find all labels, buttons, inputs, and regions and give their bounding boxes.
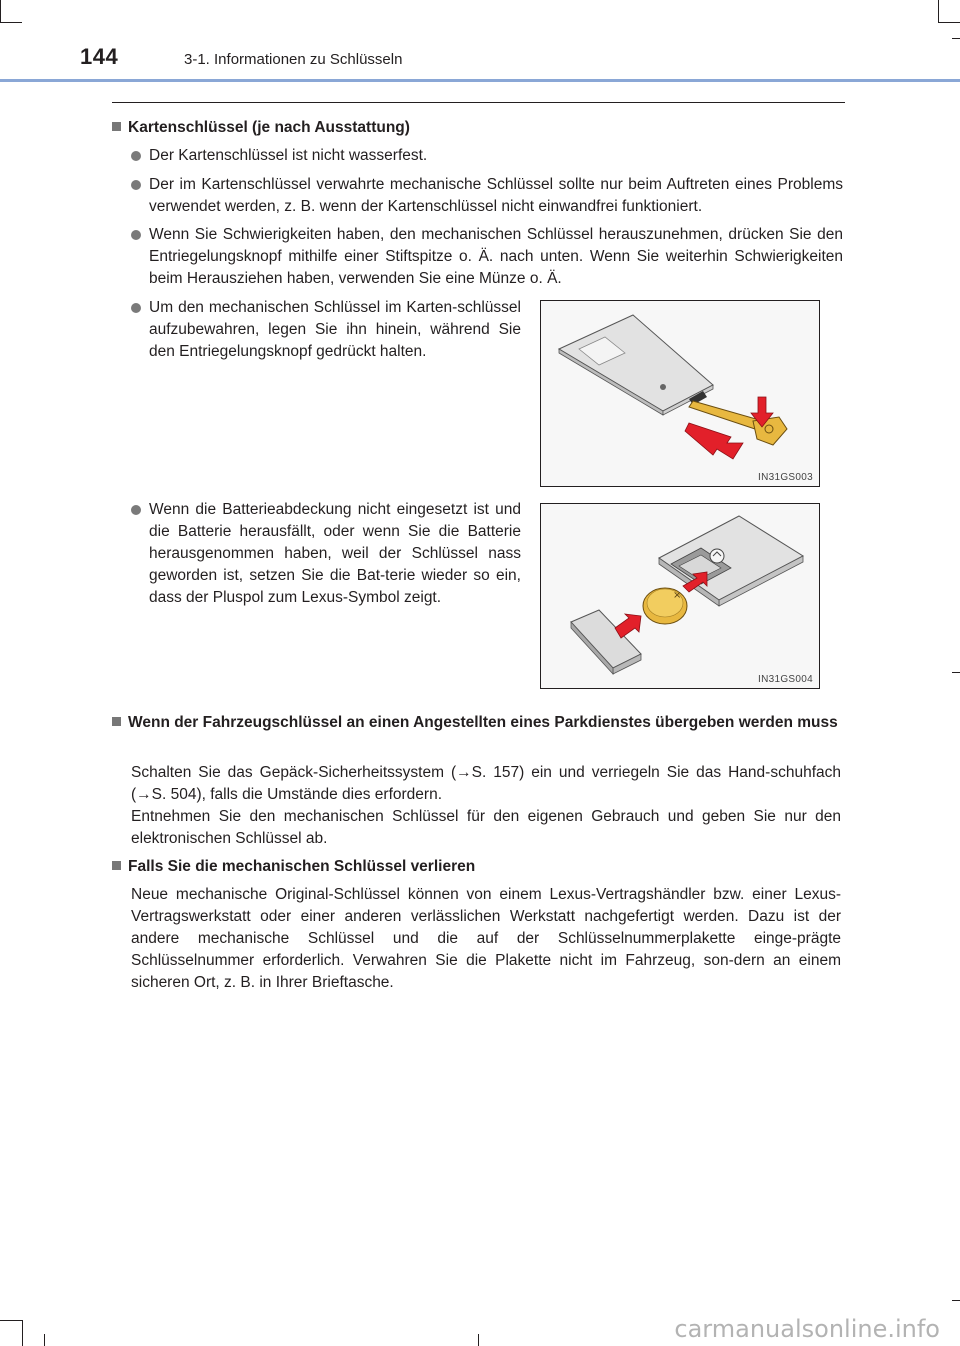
header-rule bbox=[0, 79, 960, 82]
section-title: 3-1. Informationen zu Schlüsseln bbox=[184, 51, 403, 68]
bullet-dot-icon bbox=[131, 180, 141, 190]
bullet-dot-icon bbox=[131, 230, 141, 240]
bullet-dot-icon bbox=[131, 151, 141, 161]
square-bullet-icon bbox=[112, 861, 121, 870]
crop-mark bbox=[938, 0, 939, 22]
crop-mark bbox=[478, 1334, 479, 1346]
lost-keys-title: Falls Sie die mechanischen Schlüssel verlieren bbox=[128, 858, 476, 875]
bullet-text: Wenn die Batterieabdeckung nicht eingesetzt ist und die Batterie herausfällt, oder wenn Sie die Batterie herausgenommen haben, weil der Schlüssel nass geworden ist, setzen Sie die Bat-terie wieder so ein, dass der Pluspol zum Lexus-Symbol zeigt. bbox=[149, 501, 521, 606]
crop-mark bbox=[22, 1320, 23, 1346]
valet-body-1: Schalten Sie das Gepäck-Sicherheitssystem (→S. 157) ein und verriegeln Sie das Hand-schuhfach (→S. 504), falls die Umstände dies erfordern. bbox=[131, 764, 841, 803]
crop-mark bbox=[952, 1300, 960, 1301]
crop-mark bbox=[952, 38, 960, 39]
lost-keys-body: Neue mechanische Original-Schlüssel können von einem Lexus-Vertragshändler bzw. einer Lexus-Vertragswerkstatt oder einer anderen verlässlichen Werkstatt nachgefertigt werden. Dazu ist der andere mechanische Schlüssel und die auf der Schlüsselnummerplakette einge-prägte Schlüsselnummer erforderlich. Verwahren Sie die Plakette nicht im Fahrzeug, son-dern an einem sicheren Ort, z. B. in Ihrer Brieftasche. bbox=[131, 886, 841, 991]
top-rule bbox=[112, 102, 845, 103]
valet-heading bbox=[112, 712, 844, 734]
square-bullet-icon bbox=[112, 717, 121, 726]
bullet-text: Um den mechanischen Schlüssel im Karten-schlüssel aufzubewahren, legen Sie ihn hinein, während Sie den Entriegelungsknopf gedrückt halten. bbox=[149, 299, 521, 360]
valet-title: Wenn der Fahrzeugschlüssel an einen Angestellten eines Parkdienstes übergeben werden muss bbox=[128, 714, 838, 731]
card-key-title: Kartenschlüssel (je nach Ausstattung) bbox=[128, 119, 410, 136]
list-item bbox=[131, 224, 843, 290]
card-key-illustration bbox=[541, 301, 819, 486]
crop-mark bbox=[0, 1320, 22, 1321]
bullet-dot-icon bbox=[131, 505, 141, 515]
crop-mark bbox=[44, 1334, 45, 1346]
watermark: carmanualsonline.info bbox=[674, 1315, 940, 1343]
figure-code: IN31GS003 bbox=[758, 472, 813, 483]
figure-code: IN31GS004 bbox=[758, 674, 813, 685]
crop-mark bbox=[938, 22, 960, 23]
page-number: 144 bbox=[80, 44, 119, 69]
bullet-dot-icon bbox=[131, 303, 141, 313]
crop-mark bbox=[952, 672, 960, 673]
lost-keys-heading bbox=[112, 856, 844, 878]
list-item bbox=[131, 499, 521, 609]
crop-mark bbox=[0, 22, 22, 23]
list-item bbox=[131, 145, 843, 167]
figure-battery-insert bbox=[540, 503, 820, 689]
square-bullet-icon bbox=[112, 122, 121, 131]
bullet-text: Der Kartenschlüssel ist nicht wasserfest. bbox=[149, 147, 428, 164]
figure-card-key-insert bbox=[540, 300, 820, 487]
bullet-text: Wenn Sie Schwierigkeiten haben, den mechanischen Schlüssel herauszunehmen, drücken Sie den Entriegelungsknopf mithilfe einer Stiftspitze o. Ä. nach unten. Wenn Sie weiterhin Schwierigkeiten beim Herausziehen haben, verwenden Sie eine Münze o. Ä. bbox=[149, 226, 843, 287]
valet-body-2: Entnehmen Sie den mechanischen Schlüssel für den eigenen Gebrauch und geben Sie nur den elektronischen Schlüssel ab. bbox=[131, 808, 841, 847]
bullet-text: Der im Kartenschlüssel verwahrte mechanische Schlüssel sollte nur beim Auftreten eines Problems verwendet werden, z. B. wenn der Kartenschlüssel nicht einwandfrei funktioniert. bbox=[149, 176, 843, 215]
list-item bbox=[131, 297, 521, 363]
battery-illustration bbox=[541, 504, 819, 688]
svg-text:×: × bbox=[673, 590, 682, 601]
list-item bbox=[131, 174, 843, 218]
crop-mark bbox=[0, 0, 1, 22]
card-key-heading bbox=[112, 117, 844, 139]
